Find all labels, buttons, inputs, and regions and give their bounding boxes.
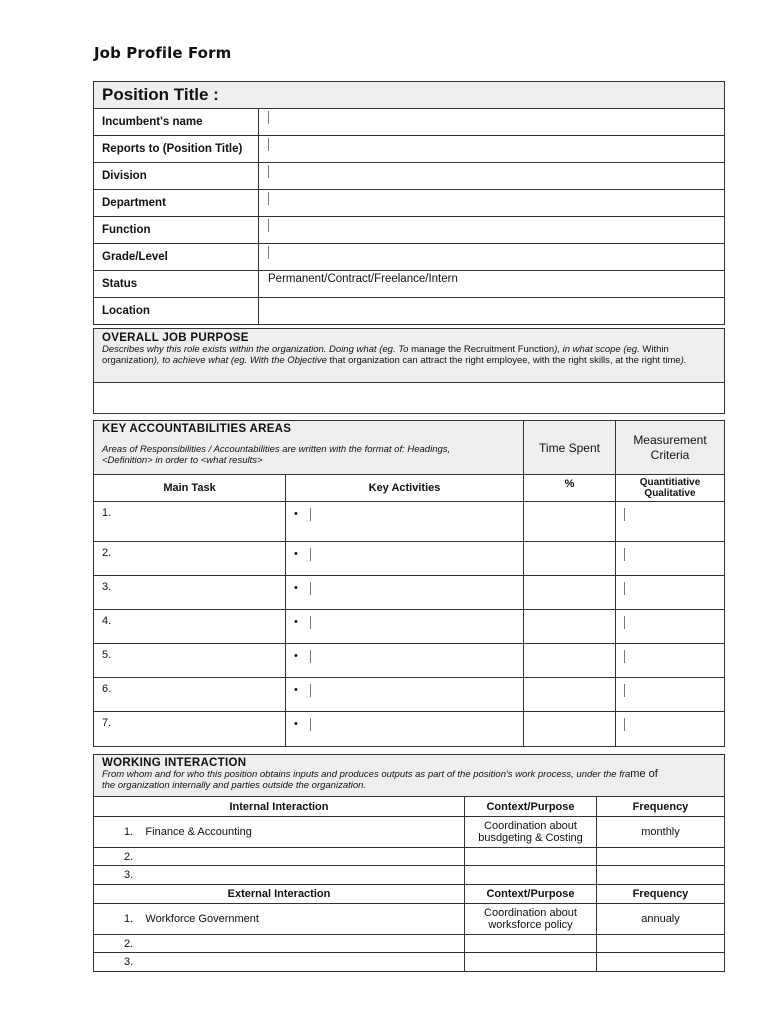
measurement-field[interactable] xyxy=(616,502,725,542)
key-activity-field[interactable] xyxy=(286,644,524,678)
grade-level-field[interactable] xyxy=(259,244,725,271)
accountabilities-heading: KEY ACCOUNTABILITIES AREAS xyxy=(102,423,292,435)
accountability-row xyxy=(94,542,725,576)
field-label: Reports to (Position Title) xyxy=(94,136,259,163)
text-cursor xyxy=(310,684,311,697)
main-task-header: Main Task xyxy=(94,475,286,502)
field-row-division xyxy=(94,163,725,190)
text-cursor xyxy=(624,616,625,629)
text-cursor xyxy=(624,582,625,595)
row-number: 5. xyxy=(94,644,286,678)
bullet-icon: • xyxy=(294,548,298,561)
context-field[interactable]: Coordination about busdgeting & Costing xyxy=(465,817,597,848)
bullet-icon: • xyxy=(294,684,298,697)
bullet-icon: • xyxy=(294,508,298,521)
text-cursor xyxy=(268,111,269,124)
time-spent-field[interactable] xyxy=(524,610,616,644)
text-cursor xyxy=(268,246,269,259)
text-cursor xyxy=(310,718,311,731)
text-cursor xyxy=(310,508,311,521)
department-field[interactable] xyxy=(259,190,725,217)
time-spent-header: Time Spent xyxy=(524,421,616,475)
accountabilities-description: Areas of Responsibilities / Accountabilities are written with the format of: Headings, <Definition> in order to <what results> xyxy=(102,444,451,466)
context-purpose-header: Context/Purpose xyxy=(465,797,597,817)
internal-row xyxy=(94,866,725,885)
text-cursor xyxy=(310,650,311,663)
time-spent-field[interactable] xyxy=(524,712,616,747)
field-label: Department xyxy=(94,190,259,217)
internal-party-field[interactable]: 2. xyxy=(94,848,465,866)
time-spent-field[interactable] xyxy=(524,644,616,678)
position-table xyxy=(93,81,725,325)
field-row-status xyxy=(94,271,725,298)
internal-interaction-header: Internal Interaction xyxy=(94,797,465,817)
measurement-field[interactable] xyxy=(616,542,725,576)
text-cursor xyxy=(268,219,269,232)
purpose-input-area[interactable] xyxy=(94,383,725,414)
time-spent-field[interactable] xyxy=(524,542,616,576)
text-cursor xyxy=(310,582,311,595)
document-title: Job Profile Form xyxy=(94,44,232,62)
purpose-table xyxy=(93,328,725,414)
measurement-field[interactable] xyxy=(616,644,725,678)
frequency-header: Frequency xyxy=(597,797,725,817)
external-row xyxy=(94,953,725,972)
accountability-row xyxy=(94,502,725,542)
internal-row xyxy=(94,848,725,866)
bullet-icon: • xyxy=(294,582,298,595)
text-cursor xyxy=(310,616,311,629)
row-number: 3. xyxy=(94,576,286,610)
accountabilities-header-cell xyxy=(94,421,524,475)
bullet-icon: • xyxy=(294,718,298,731)
field-label: Grade/Level xyxy=(94,244,259,271)
context-field[interactable] xyxy=(465,848,597,866)
measurement-field[interactable] xyxy=(616,576,725,610)
time-spent-field[interactable] xyxy=(524,678,616,712)
accountability-row xyxy=(94,678,725,712)
text-cursor xyxy=(268,192,269,205)
interaction-table xyxy=(93,754,725,972)
accountability-row xyxy=(94,610,725,644)
row-number: 6. xyxy=(94,678,286,712)
key-activities-header: Key Activities xyxy=(286,475,524,502)
external-party-field[interactable]: 2. xyxy=(94,935,465,953)
internal-party-field[interactable]: 1. Finance & Accounting xyxy=(94,817,465,848)
field-label: Location xyxy=(94,298,259,325)
context-field[interactable]: Coordination about worksforce policy xyxy=(465,904,597,935)
context-field[interactable] xyxy=(465,953,597,972)
key-activity-field[interactable] xyxy=(286,502,524,542)
percent-header: % xyxy=(524,475,616,502)
field-label: Division xyxy=(94,163,259,190)
bullet-icon: • xyxy=(294,616,298,629)
measurement-field[interactable] xyxy=(616,610,725,644)
key-activity-field[interactable] xyxy=(286,610,524,644)
field-row-department xyxy=(94,190,725,217)
row-number: 2. xyxy=(94,542,286,576)
external-row xyxy=(94,935,725,953)
field-label: Function xyxy=(94,217,259,244)
field-row-incumbent xyxy=(94,109,725,136)
frequency-field[interactable] xyxy=(597,953,725,972)
external-party-field[interactable]: 3. xyxy=(94,953,465,972)
field-row-function xyxy=(94,217,725,244)
time-spent-field[interactable] xyxy=(524,576,616,610)
purpose-heading: OVERALL JOB PURPOSE xyxy=(102,332,249,344)
text-cursor xyxy=(624,548,625,561)
key-activity-field[interactable] xyxy=(286,678,524,712)
internal-row xyxy=(94,817,725,848)
frequency-field[interactable] xyxy=(597,935,725,953)
text-cursor xyxy=(268,165,269,178)
field-row-location xyxy=(94,298,725,325)
text-cursor xyxy=(310,548,311,561)
field-row-grade xyxy=(94,244,725,271)
incumbent-name-field[interactable] xyxy=(259,109,725,136)
accountability-row xyxy=(94,576,725,610)
internal-party-field[interactable]: 3. xyxy=(94,866,465,885)
purpose-description: Describes why this role exists within the organization. Doing what (eg. To manage the Recruitment Function), in what scope (eg. Within organization), to achieve what (eg. With the Objective that organization can attract the right employee, with the right skills, at the right time). xyxy=(102,344,687,366)
purpose-header-cell xyxy=(94,329,725,383)
position-title-label: Position Title : xyxy=(94,82,725,109)
row-number: 1. xyxy=(94,502,286,542)
field-row-reports-to xyxy=(94,136,725,163)
interaction-description: From whom and for who this position obtains inputs and produces outputs as part of the position's work process, under the frame of the organization internally and parties outside the organization. xyxy=(102,768,658,791)
reports-to-field[interactable] xyxy=(259,136,725,163)
row-number: 7. xyxy=(94,712,286,747)
interaction-header-cell xyxy=(94,755,725,797)
quant-qual-header: Quantitiative Qualitative xyxy=(616,475,725,502)
key-activity-field[interactable] xyxy=(286,576,524,610)
frequency-field[interactable]: annualy xyxy=(597,904,725,935)
field-label: Incumbent's name xyxy=(94,109,259,136)
measurement-field[interactable] xyxy=(616,678,725,712)
external-row xyxy=(94,904,725,935)
measurement-criteria-header: Measurement Criteria xyxy=(616,421,725,475)
frequency-field[interactable] xyxy=(597,848,725,866)
field-label: Status xyxy=(94,271,259,298)
bullet-icon: • xyxy=(294,650,298,663)
frequency-header: Frequency xyxy=(597,885,725,904)
accountability-row xyxy=(94,712,725,747)
context-field[interactable] xyxy=(465,866,597,885)
text-cursor xyxy=(624,508,625,521)
text-cursor xyxy=(624,718,625,731)
measurement-field[interactable] xyxy=(616,712,725,747)
status-field[interactable]: Permanent/Contract/Freelance/Intern xyxy=(259,271,725,298)
context-purpose-header: Context/Purpose xyxy=(465,885,597,904)
interaction-heading: WORKING INTERACTION xyxy=(102,757,247,769)
text-cursor xyxy=(624,650,625,663)
row-number: 4. xyxy=(94,610,286,644)
key-activity-field[interactable] xyxy=(286,542,524,576)
context-field[interactable] xyxy=(465,935,597,953)
accountabilities-table xyxy=(93,420,725,747)
location-field[interactable] xyxy=(259,298,725,325)
accountability-row xyxy=(94,644,725,678)
frequency-field[interactable]: monthly xyxy=(597,817,725,848)
text-cursor xyxy=(268,138,269,151)
division-field[interactable] xyxy=(259,163,725,190)
key-activity-field[interactable] xyxy=(286,712,524,747)
text-cursor xyxy=(624,684,625,697)
external-party-field[interactable]: 1. Workforce Government xyxy=(94,904,465,935)
function-field[interactable] xyxy=(259,217,725,244)
external-interaction-header: External Interaction xyxy=(94,885,465,904)
time-spent-field[interactable] xyxy=(524,502,616,542)
frequency-field[interactable] xyxy=(597,866,725,885)
